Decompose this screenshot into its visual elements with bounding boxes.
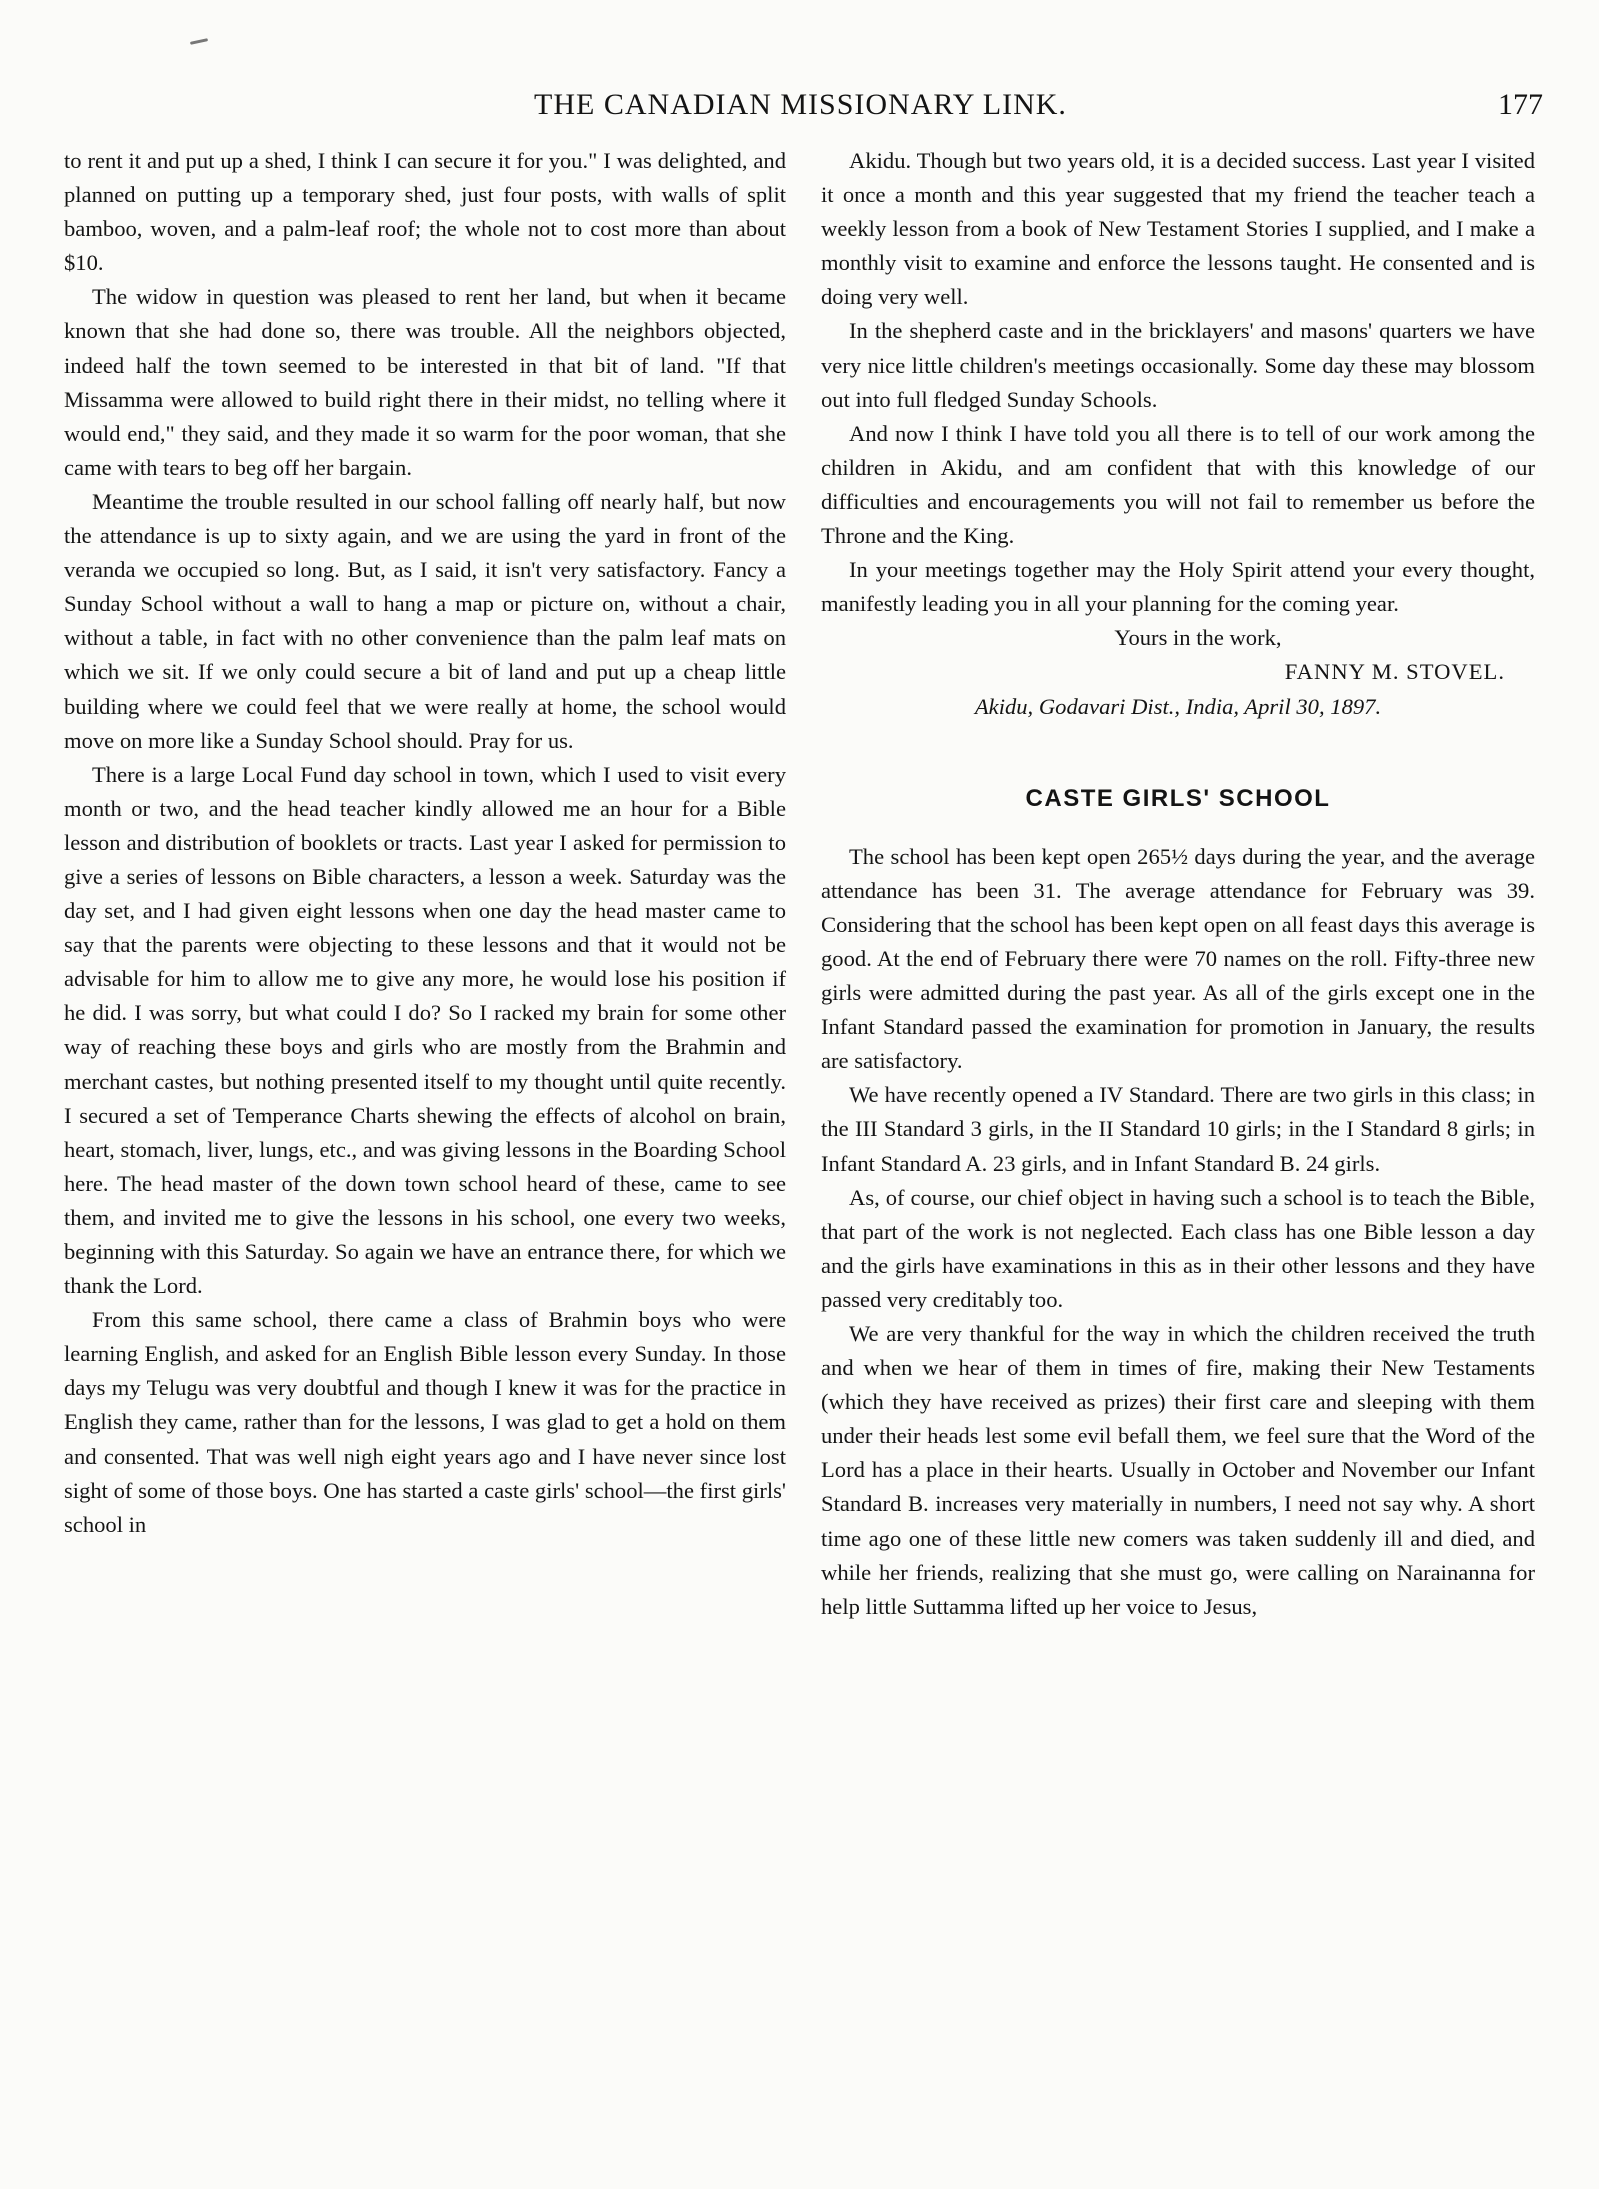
paragraph: Akidu. Though but two years old, it is a decided success. Last year I visited it once a month and this year suggested that my friend the teacher teach a weekly lesson from a book of New Testament Stories I supplied, and I make a monthly visit to examine and enforce the lessons taught. He consented and is doing very well. bbox=[821, 148, 1535, 310]
paragraph: We have recently opened a IV Standard. There are two girls in this class; in the III Standard 3 girls, in the II Standard 10 girls; in the I Standard 8 girls; in Infant Standard A. 23 girls, and in Infant Standard B. 24 girls. bbox=[821, 1082, 1535, 1176]
scan-speck bbox=[190, 38, 208, 45]
paragraph: And now I think I have told you all there is to tell of our work among the children in Akidu, and am confident that with this knowledge of our difficulties and encouragements you will not fail to remember us before the Throne and the King. bbox=[821, 420, 1535, 549]
paragraph: In the shepherd caste and in the bricklayers' and masons' quarters we have very nice little children's meetings occasionally. Some day these may blossom out into full fledged Sunday Schools. bbox=[821, 318, 1535, 412]
paragraph: We are very thankful for the way in which the children received the truth and when we hear of them in times of fire, making their New Testaments (which they have received as prizes) their first care and sleeping with them under their heads lest some evil befall them, we feel sure that the Word of the Lord has a place in their hearts. Usually in October and November our Infant Standard B. increases very materially in numbers, I need not say why. A short time ago one of these little new comers was taken suddenly ill and died, and while her friends, realizing that she must go, were calling on Narainanna for help little Suttamma lifted up her voice to Jesus, bbox=[821, 1321, 1535, 1619]
paragraph: From this same school, there came a class of Brahmin boys who were learning English, and asked for an English Bible lesson every Sunday. In those days my Telugu was very doubtful and though I knew it was for the practice in English they came, rather than for the lessons, I was glad to get a hold on them and consented. That was well nigh eight years ago and I have never since lost sight of some of those boys. One has started a caste girls' school—the first girls' school in bbox=[64, 1307, 786, 1537]
paragraph: In your meetings together may the Holy Spirit attend your every thought, manifestly leading you in all your planning for the coming year. bbox=[821, 557, 1535, 617]
paragraph: Meantime the trouble resulted in our school falling off nearly half, but now the attendance is up to sixty again, and we are using the yard in front of the veranda we occupied so long. But, as I said, it isn't very satisfactory. Fancy a Sunday School without a wall to hang a map or picture on, without a chair, without a table, in fact with no other convenience than the palm leaf mats on which we sit. If we only could secure a bit of land and put up a cheap little building where we could feel that we were really at home, the school would move on more like a Sunday School should. Pray for us. bbox=[64, 488, 786, 753]
left-column bbox=[64, 144, 786, 1542]
right-column bbox=[821, 144, 1535, 1624]
signoff-closing: Yours in the work, bbox=[1114, 625, 1282, 651]
paragraph: to rent it and put up a shed, I think I can secure it for you." I was delighted, and planned on putting up a temporary shed, just four posts, with walls of split bamboo, woven, and a palm-leaf roof; the whole not to cost more than about $10. bbox=[64, 148, 786, 276]
section-heading: CASTE GIRLS' SCHOOL bbox=[1025, 784, 1331, 812]
page-number: 177 bbox=[1498, 88, 1543, 121]
paragraph: As, of course, our chief object in having such a school is to teach the Bible, that part of the work is not neglected. Each class has one Bible lesson a day and the girls have examinations in this as in their other lessons and they have passed very creditably too. bbox=[821, 1184, 1535, 1312]
signoff-place-date: Akidu, Godavari Dist., India, April 30, 1897. bbox=[974, 693, 1382, 719]
paragraph: There is a large Local Fund day school in town, which I used to visit every month or two, and the head teacher kindly allowed me an hour for a Bible lesson and distribution of booklets or tracts. Last year I asked for permission to give a series of lessons on Bible characters, a lesson a week. Saturday was the day set, and I had given eight lessons when one day the head master came to say that the parents were objecting to these lessons and that it would not be advisable for him to allow me to give any more, he would lose his position if he did. I was sorry, but what could I do? So I racked my brain for some other way of reaching these boys and girls who are mostly from the Brahmin and merchant castes, but nothing presented itself to my thought until quite recently. I secured a set of Temperance Charts shewing the effects of alcohol on brain, heart, stomach, liver, lungs, etc., and was giving lessons in the Boarding School here. The head master of the down town school heard of these, came to see them, and invited me to give the lessons in his school, one every two weeks, beginning with this Saturday. So again we have an entrance there, for which we thank the Lord. bbox=[64, 761, 786, 1299]
page-header bbox=[58, 88, 1543, 128]
letter-signoff bbox=[821, 621, 1535, 723]
running-title: THE CANADIAN MISSIONARY LINK. bbox=[534, 88, 1067, 121]
paragraph: The school has been kept open 265½ days during the year, and the average attendance has been 31. The average attendance for February was 39. Considering that the school has been kept open on all feast days this average is good. At the end of February there were 70 names on the roll. Fifty-three new girls were admitted during the past year. As all of the girls except one in the Infant Standard passed the examination for promotion in January, the results are satisfactory. bbox=[821, 843, 1535, 1074]
signoff-name: FANNY M. STOVEL. bbox=[1284, 659, 1505, 685]
paragraph: The widow in question was pleased to rent her land, but when it became known that she had done so, there was trouble. All the neighbors objected, indeed half the town seemed to be interested in that bit of land. "If that Missamma were allowed to build right there in their midst, no telling where it would end," they said, and they made it so warm for the poor woman, that she came with tears to beg off her bargain. bbox=[64, 284, 786, 480]
